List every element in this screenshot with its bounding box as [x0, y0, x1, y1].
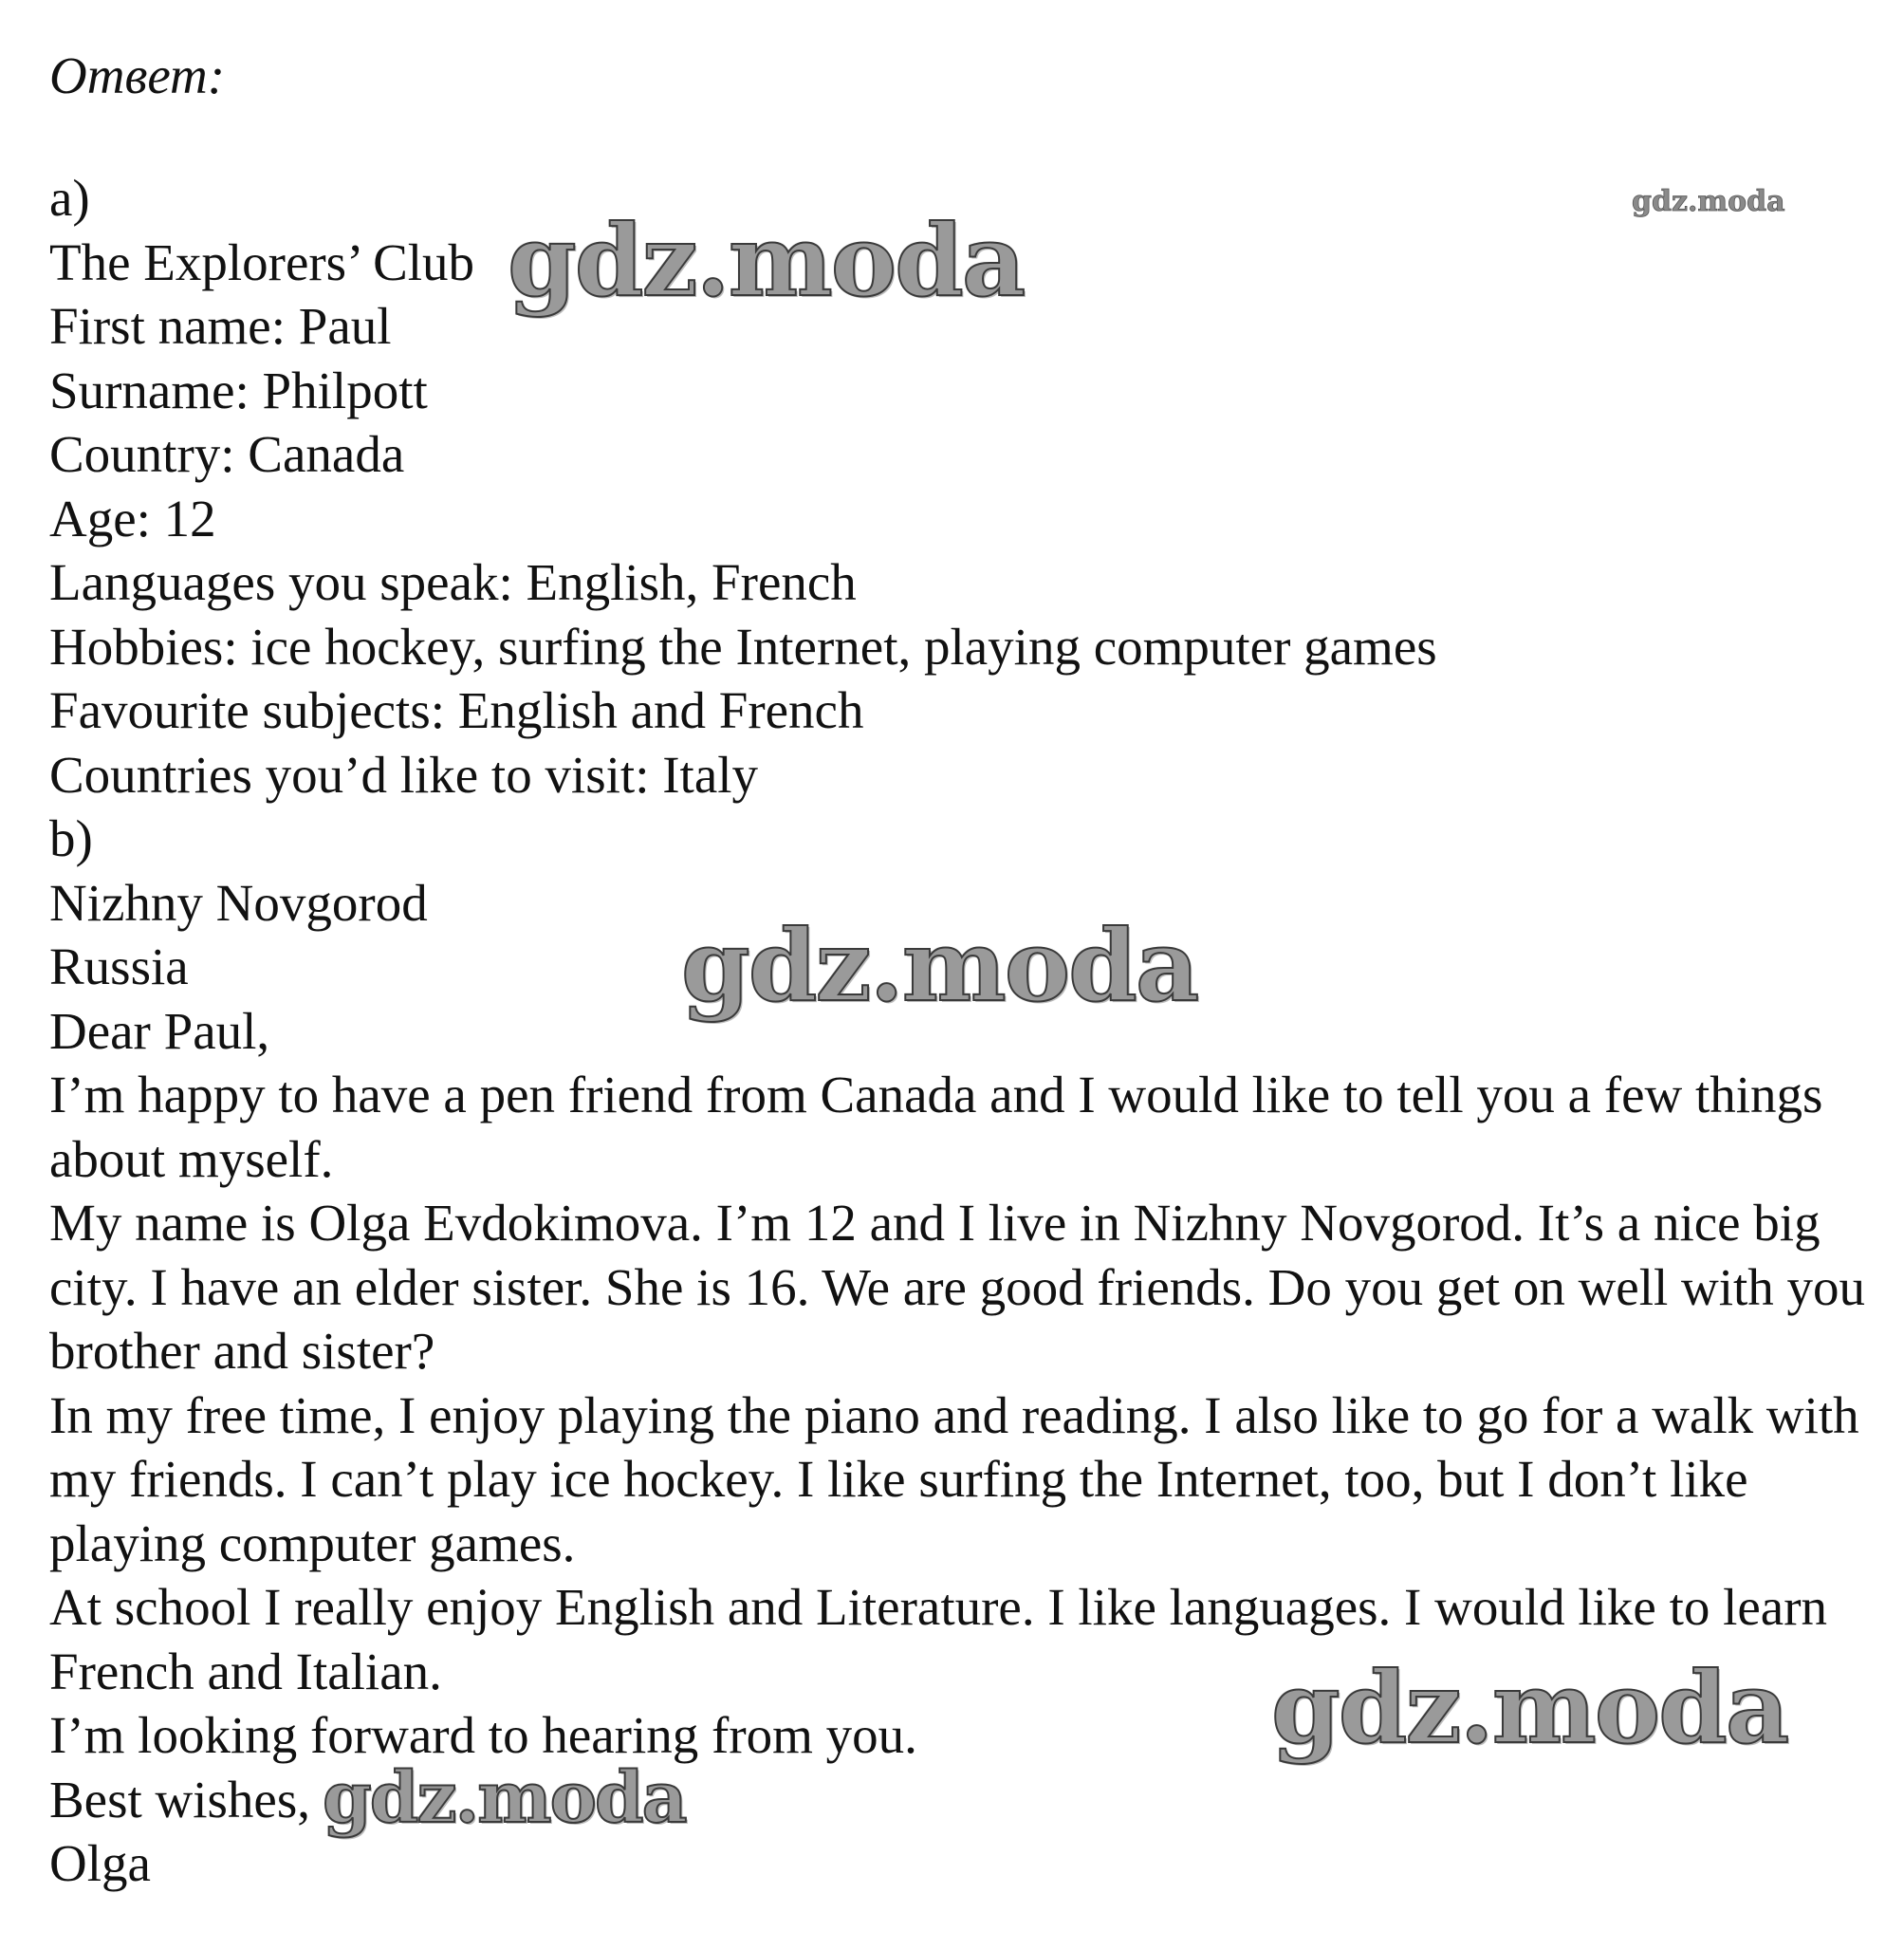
watermark-logo: gdz.moda — [1271, 1649, 1788, 1766]
letter-closing: Best wishes, — [49, 1770, 310, 1828]
form-field-first-name: First name: Paul — [49, 297, 392, 355]
watermark-logo: gdz.moda — [323, 1757, 686, 1839]
watermark-logo: gdz.moda — [508, 202, 1025, 319]
letter-paragraph: I’m happy to have a pen friend from Canada and I would like to tell you a few things about myself. — [49, 1066, 1823, 1188]
letter-address-country: Russia — [49, 937, 189, 995]
club-title: The Explorers’ Club — [49, 232, 475, 291]
letter-paragraph: My name is Olga Evdokimova. I’m 12 and I live in Nizhny Novgorod. It’s a nice big city. I have an elder sister. She is 16. We are good friends. Do you get on well with you brother and sister? — [49, 1194, 1866, 1380]
letter-paragraph: I’m looking forward to hearing from you. — [49, 1706, 917, 1764]
form-field-countries-to-visit: Countries you’d like to visit: Italy — [49, 745, 759, 804]
form-field-languages: Languages you speak: English, French — [49, 553, 857, 611]
form-field-age: Age: 12 — [49, 489, 216, 548]
form-field-surname: Surname: Philpott — [49, 361, 428, 419]
form-field-country: Country: Canada — [49, 425, 405, 483]
watermark-logo: gdz.moda — [1632, 185, 1785, 218]
answer-text — [49, 166, 1890, 1896]
form-field-favourite-subjects: Favourite subjects: English and French — [49, 681, 864, 739]
watermark-logo: gdz.moda — [681, 907, 1198, 1024]
letter-paragraph: In my free time, I enjoy playing the piano and reading. I also like to go for a walk with my friends. I can’t play ice hockey. I like surfing the Internet, too, but I don’t like playing computer games. — [49, 1385, 1859, 1572]
form-field-hobbies: Hobbies: ice hockey, surfing the Internet, playing computer games — [49, 617, 1437, 676]
section-a-marker: a) — [49, 169, 90, 227]
letter-greeting: Dear Paul, — [49, 1001, 270, 1060]
section-b-marker: b) — [49, 809, 93, 867]
letter-signature: Olga — [49, 1834, 151, 1892]
letter-paragraph: At school I really enjoy English and Literature. I like languages. I would like to learn French and Italian. — [49, 1578, 1828, 1700]
answer-label: Ответ: — [49, 46, 226, 104]
letter-address-city: Nizhny Novgorod — [49, 873, 428, 932]
